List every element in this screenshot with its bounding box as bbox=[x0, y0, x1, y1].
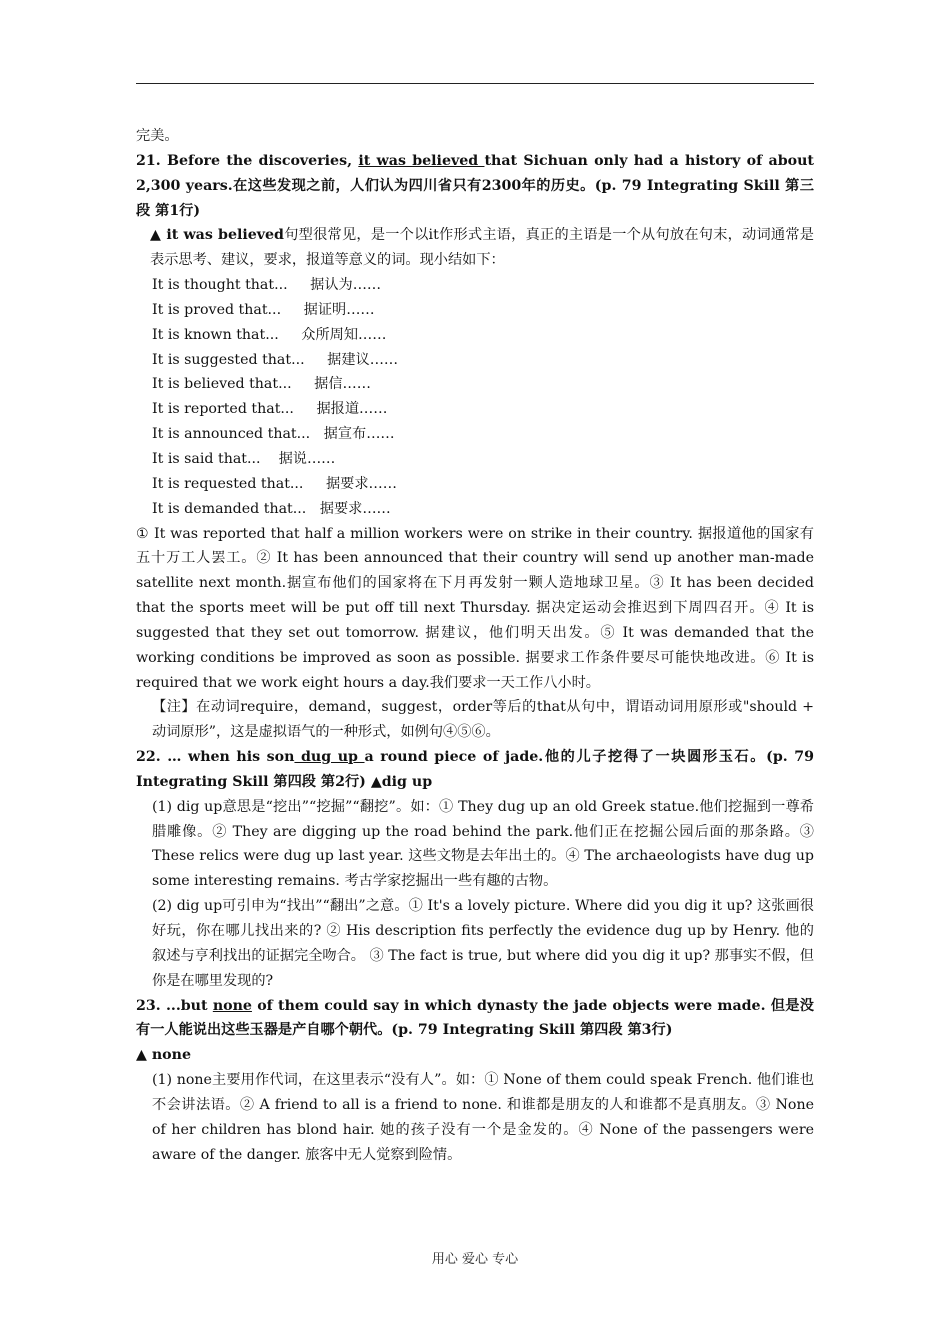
list-item: It is requested that... 据要求…… bbox=[152, 475, 397, 492]
list-item: It is demanded that... 据要求…… bbox=[152, 500, 391, 517]
list-item: It is thought that... 据认为…… bbox=[152, 277, 382, 294]
heading-text: that Sichuan only had a history of about 2,300 years.在这些发现之前，人们认为四川省只有2300年的历史。(p. 79 Integrating Skill 第三段 第1行) bbox=[136, 152, 814, 219]
list-item: It is announced that... 据宣布…… bbox=[152, 426, 395, 443]
note-marker: ▲ it was believed bbox=[150, 227, 284, 244]
document-body bbox=[136, 124, 814, 1167]
list-item: It is known that... 众所周知…… bbox=[152, 326, 387, 343]
item-23-paragraph-1: (1) none主要用作代词，在这里表示“没有人”。如：① None of them could speak French. 他们谁也不会讲法语。② A friend to all is a friend to none. 和谁都是朋友的人和谁都不是真朋友。③ None of her children has blond hair. 她的孩子没有一个是金发的。④ None of the passengers were aware of the danger. 旅客中无人觉察到险情。 bbox=[152, 1072, 814, 1163]
item-22-paragraph-2: (2) dig up可引申为“找出”“翻出”之意。① It's a lovely picture. Where did you dig it up? 这张画很好玩，你在哪儿找出来的? ② His description fits perfectly the evidence dug up by Henry. 他的叙述与亨利找出的证据完全吻合。 ③ The fact is true, but where did you dig it up? 那事实不假，但你是在哪里发现的? bbox=[152, 898, 814, 989]
underlined-phrase: dug up bbox=[294, 749, 365, 766]
underlined-phrase: it was believed bbox=[358, 152, 485, 169]
top-text: 完美。 bbox=[136, 128, 179, 144]
underlined-phrase: none bbox=[212, 997, 252, 1014]
list-item: It is proved that... 据证明…… bbox=[152, 301, 375, 318]
item-21-note bbox=[136, 223, 814, 273]
phrase-list bbox=[136, 273, 814, 521]
item-22-heading bbox=[136, 745, 814, 795]
item-21-heading bbox=[136, 149, 814, 224]
list-item: It is reported that... 据报道…… bbox=[152, 401, 388, 418]
heading-text: of them could say in which dynasty the jade objects were made. 但是没有一人能说出这些玉器是产自哪个朝代。(p. 79 Integrating Skill 第四段 第3行) bbox=[136, 997, 814, 1039]
header-rule bbox=[136, 83, 814, 84]
heading-text: 22. … when his son bbox=[136, 749, 295, 766]
list-item: It is suggested that... 据建议…… bbox=[152, 351, 399, 368]
item-22-paragraph-1: (1) dig up意思是“挖出”“挖掘”“翻挖”。如：① They dug up an old Greek statue.他们挖掘到一尊希腊雕像。② They are digging up the road behind the park.他们正在挖掘公园后面的那条路。③ These relics were dug up last year. 这些文物是去年出土的。④ The archaeologists have dug up some interesting remains. 考古学家挖掘出一些有趣的古物。 bbox=[152, 798, 814, 890]
item-21-examples: ① It was reported that half a million workers were on strike in their country. 据报道他的国家有五十万工人罢工。② It has been announced that their country will send up another man-made satellite next month.据宣布他们的国家将在下月再发射一颗人造地球卫星。③ It has been decided that the sports meet will be put off till next Thursday. 据决定运动会推迟到下周四召开。④ It is suggested that they set out tomorrow. 据建议，他们明天出发。⑤ It was demanded that the working conditions be improved as soon as possible. 据要求工作条件要尽可能快地改进。⑥ It is required that we work eight hours a day.我们要求一天工作八小时。 bbox=[136, 525, 814, 691]
heading-text: 23. ...but bbox=[136, 997, 213, 1014]
page-footer: 用心 爱心 专心 bbox=[431, 1252, 519, 1267]
item-21-note-2: 【注】在动词require，demand，suggest，order等后的that从句中，谓语动词用原形或"should + 动词原形”，这是虚拟语气的一种形式，如例句④⑤⑥。 bbox=[152, 699, 814, 741]
list-item: It is believed that... 据信…… bbox=[152, 376, 371, 393]
list-item: It is said that... 据说…… bbox=[152, 450, 336, 467]
heading-text: 21. Before the discoveries, bbox=[136, 152, 359, 169]
note-text: 句型很常见，是一个以it作形式主语，真正的主语是一个从句放在句末，动词通常是表示思考、建议，要求，报道等意义的词。现小结如下： bbox=[150, 227, 814, 269]
item-23-heading bbox=[136, 994, 814, 1044]
item-23-marker: ▲ none bbox=[136, 1047, 191, 1064]
heading-text: a round piece of jade.他的儿子挖得了一块圆形玉石。(p. 79 Integrating Skill 第四段 第2行) ▲dig up bbox=[136, 749, 814, 790]
